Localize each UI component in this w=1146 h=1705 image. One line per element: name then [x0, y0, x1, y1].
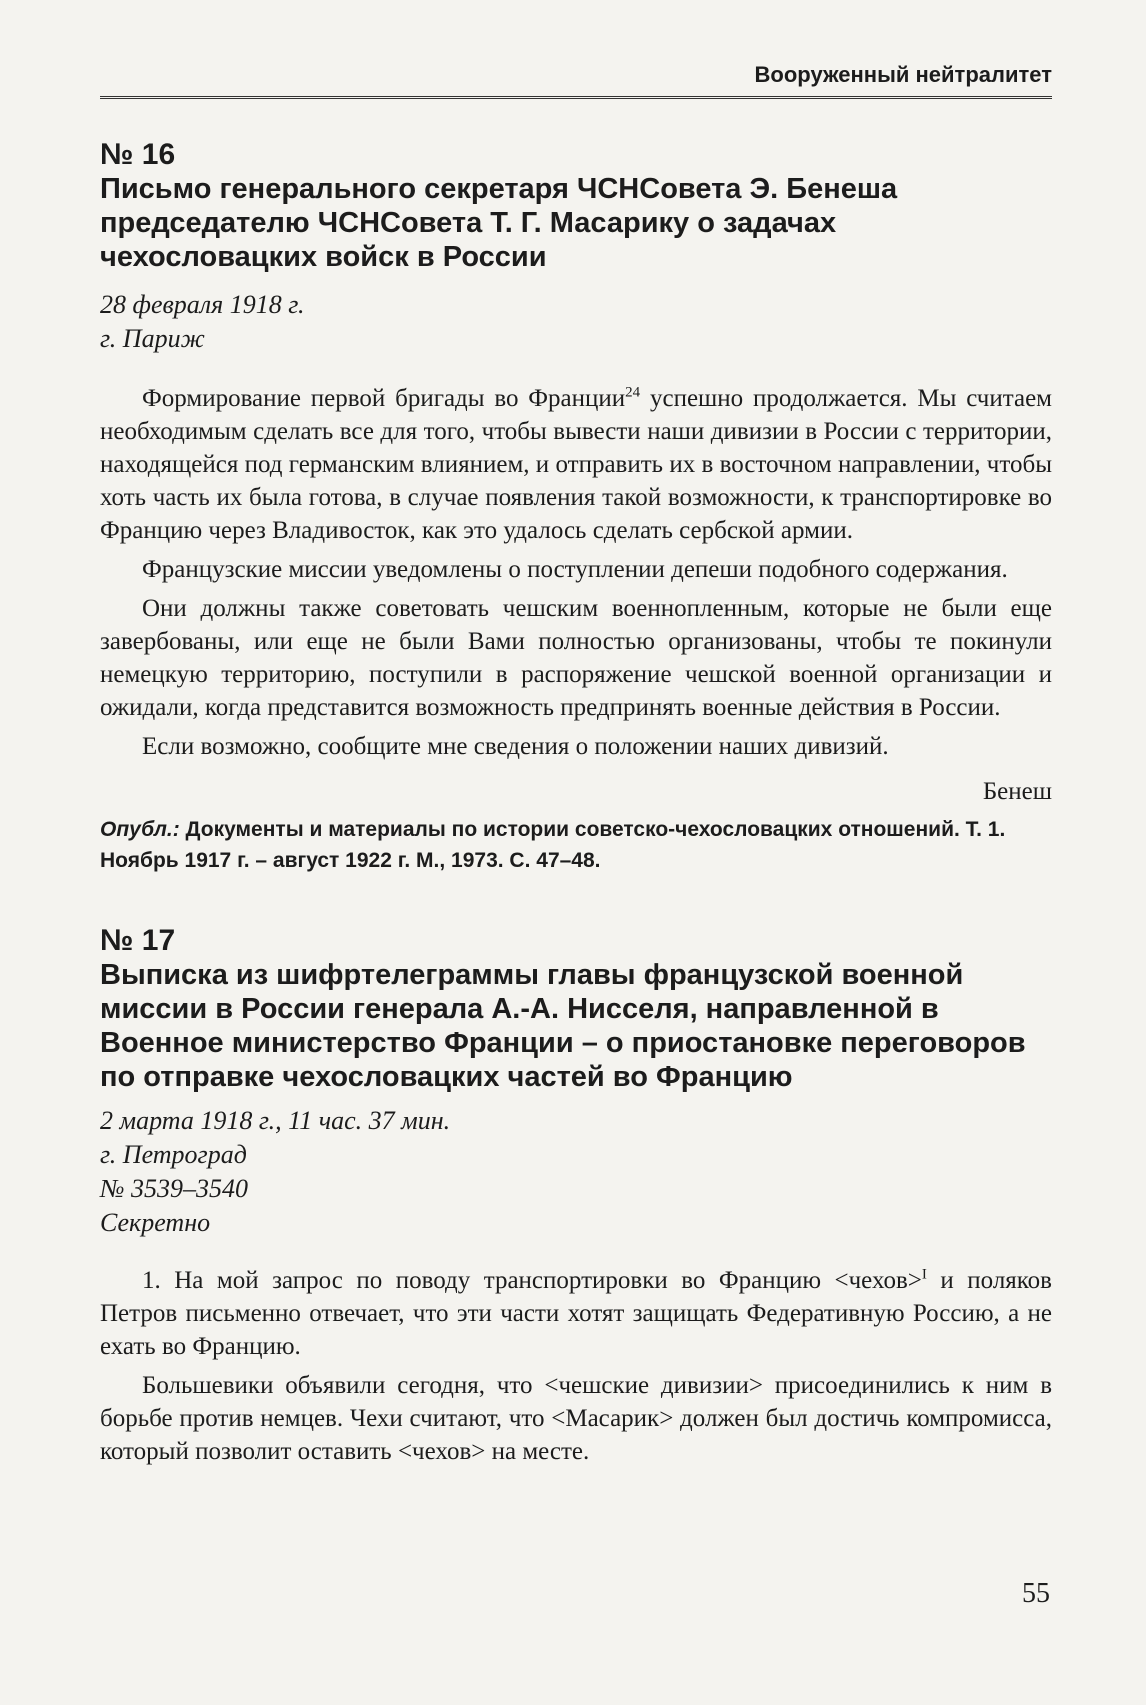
doc17-paragraph-2: Большевики объявили сегодня, что <чешские дивизии> присоединились к ним в борьбе против немцев. Чехи считают, что <Масарик> должен был достичь компромисса, который позволит оставить <чехов> на месте. [100, 1372, 1052, 1465]
doc17-paragraph-1 [100, 1264, 1052, 1363]
doc17-secrecy: Секретно [100, 1208, 211, 1237]
footnote-marker-i: I [921, 1266, 927, 1283]
doc16-paragraph-4: Если возможно, сообщите мне сведения о положении наших дивизий. [142, 733, 889, 760]
doc16-paragraph-3: Они должны также советовать чешским военнопленным, которые не были еще завербованы, или еще не были Вами полностью организованы, чтобы те покинули немецкую территорию, поступили в распоряжение чешской военной организации и ожидали, когда представится возможность предпринять военные действия в России. [100, 595, 1052, 721]
page-number: 55 [1022, 1578, 1050, 1609]
doc16-place: г. Париж [100, 324, 205, 353]
doc16-signature: Бенеш [982, 778, 1052, 805]
doc16-title: Письмо генерального секретаря ЧСНСовета Э. Бенеша председателю ЧСНСовета Т. Г. Масарику о задачах чехословацких войск в России [100, 173, 898, 273]
document-16 [100, 138, 1052, 876]
doc17-number: № 17 [100, 924, 176, 957]
doc17-p1-text-a: 1. На мой запрос по поводу транспортировки во Францию <чехов> [142, 1267, 922, 1294]
doc17-p1-text-b: и поляков Петров письменно отвечает, что эти части хотят защищать Федеративную Россию, а не ехать во Францию. [100, 1267, 1052, 1360]
doc17-place: г. Петроград [100, 1140, 247, 1169]
page-content [100, 138, 1052, 1468]
doc17-reg-number: № 3539–3540 [100, 1174, 249, 1203]
doc16-paragraph-2: Французские миссии уведомлены о поступлении депеши подобного содержания. [142, 556, 1008, 583]
doc16-publication [100, 814, 1052, 876]
doc16-p1-text-b: успешно продолжается. Мы считаем необходимым сделать все для того, чтобы вывести наши дивизии в России с территории, находящейся под германским влиянием, и отправить их в восточном направлении, чтобы хоть часть их была готова, в случае появления такой возможности, к транспортировке во Францию через Владивосток, как это удалось сделать сербской армии. [100, 385, 1052, 544]
doc16-date: 28 февраля 1918 г. [100, 290, 305, 319]
running-head: Вооруженный нейтралитет [100, 62, 1052, 99]
doc17-title: Выписка из шифртелеграммы главы французской военной миссии в России генерала А.-А. Нисселя, направленной в Военное министерство Франции – о приостановке переговоров по отправке чехословацких частей во Францию [100, 959, 1026, 1093]
doc16-number: № 16 [100, 138, 176, 171]
document-17 [100, 924, 1052, 1468]
publication-label: Опубл.: [100, 818, 180, 841]
doc17-date: 2 марта 1918 г., 11 час. 37 мин. [100, 1106, 451, 1135]
footnote-marker-24: 24 [625, 384, 641, 401]
doc16-paragraph-1 [100, 382, 1052, 547]
publication-reference: Документы и материалы по истории советско-чехословацких отношений. Т. 1. Ноябрь 1917 г. – август 1922 г. М., 1973. С. 47–48. [100, 818, 1006, 872]
doc16-p1-text-a: Формирование первой бригады во Франции [142, 385, 626, 412]
